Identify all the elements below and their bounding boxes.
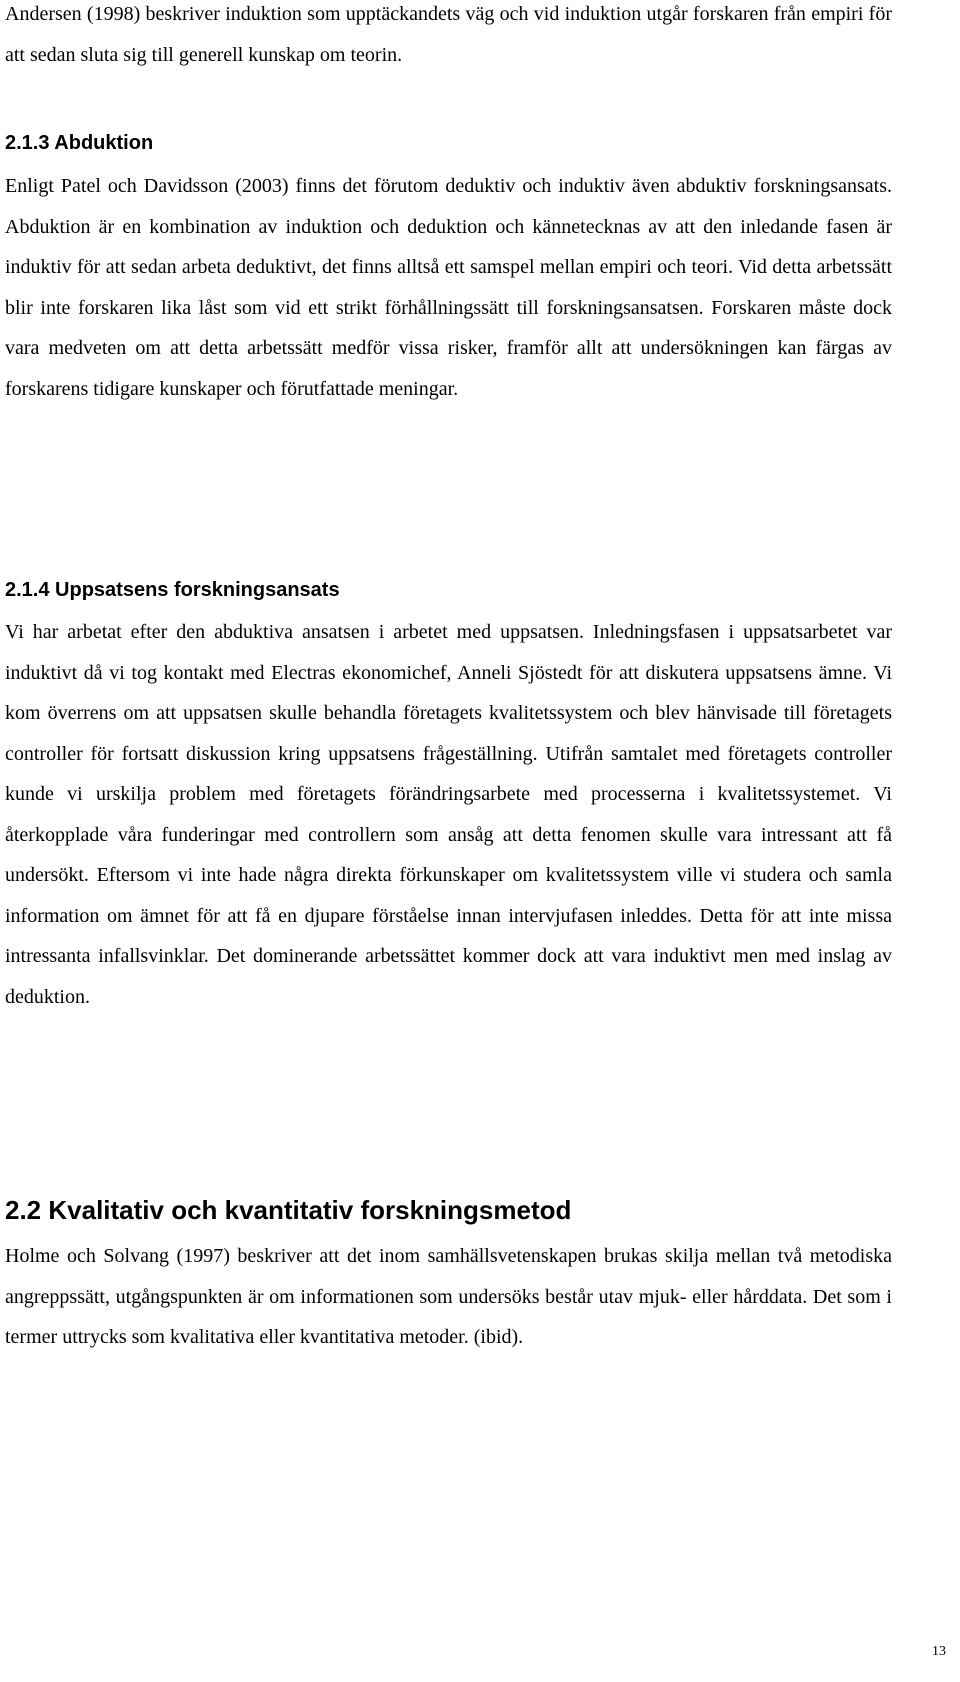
paragraph-abduktion: Enligt Patel och Davidsson (2003) finns det förutom deduktiv och induktiv även abduktiv forskningsansats. Abduktion är en kombination av induktion och deduktion och kännetecknas av att den inledande fasen är induktiv för att sedan arbeta deduktivt, det finns alltså ett samspel mellan empiri och teori. Vid detta arbetssätt blir inte forskaren lika låst som vid ett strikt förhållningssätt till forskningsansatsen. Forskaren måste dock vara medveten om att detta arbetssätt medför vissa risker, framför allt att undersökningen kan färgas av forskarens tidigare kunskaper och förutfattade meningar. [5, 175, 892, 400]
heading-abduktion: 2.1.3 Abduktion [5, 132, 154, 154]
paragraph-uppsatsens-forskningsansats: Vi har arbetat efter den abduktiva ansatsen i arbetet med uppsatsen. Inledningsfasen i uppsatsarbetet var induktivt då vi tog kontakt med Electras ekonomichef, Anneli Sjöstedt för att diskutera uppsatsens ämne. Vi kom överrens om att uppsatsen skulle behandla företagets kvalitetssystem och blev hänvisade till företagets controller för fortsatt diskussion kring uppsatsens frågeställning. Utifrån samtalet med företagets controller kunde vi urskilja problem med företagets förändringsarbete med processerna i kvalitetssystemet. Vi återkopplade våra funderingar med controllern som ansåg att detta fenomen skulle vara intressant att få undersökt. Eftersom vi inte hade några direkta förkunskaper om kvalitetssystem ville vi studera och samla information om ämnet för att få en djupare förståelse innan intervjufasen inleddes. Detta för att inte missa intressanta infallsvinklar. Det dominerande arbetssättet kommer dock att vara induktivt men med inslag av deduktion. [5, 621, 892, 1008]
heading-uppsatsens-forskningsansats: 2.1.4 Uppsatsens forskningsansats [5, 579, 340, 601]
page-number: 13 [932, 1644, 946, 1659]
paragraph-kvalitativ-kvantitativ: Holme och Solvang (1997) beskriver att det inom samhällsvetenskapen brukas skilja mellan två metodiska angreppssätt, utgångspunkten är om informationen som undersöks består utav mjuk- eller hårddata. Det som i termer uttrycks som kvalitativa eller kvantitativa metoder. (ibid). [5, 1245, 892, 1348]
heading-kvalitativ-kvantitativ: 2.2 Kvalitativ och kvantitativ forskningsmetod [5, 1195, 572, 1225]
intro-paragraph: Andersen (1998) beskriver induktion som upptäckandets väg och vid induktion utgår forskaren från empiri för att sedan sluta sig till generell kunskap om teorin. [5, 3, 892, 66]
